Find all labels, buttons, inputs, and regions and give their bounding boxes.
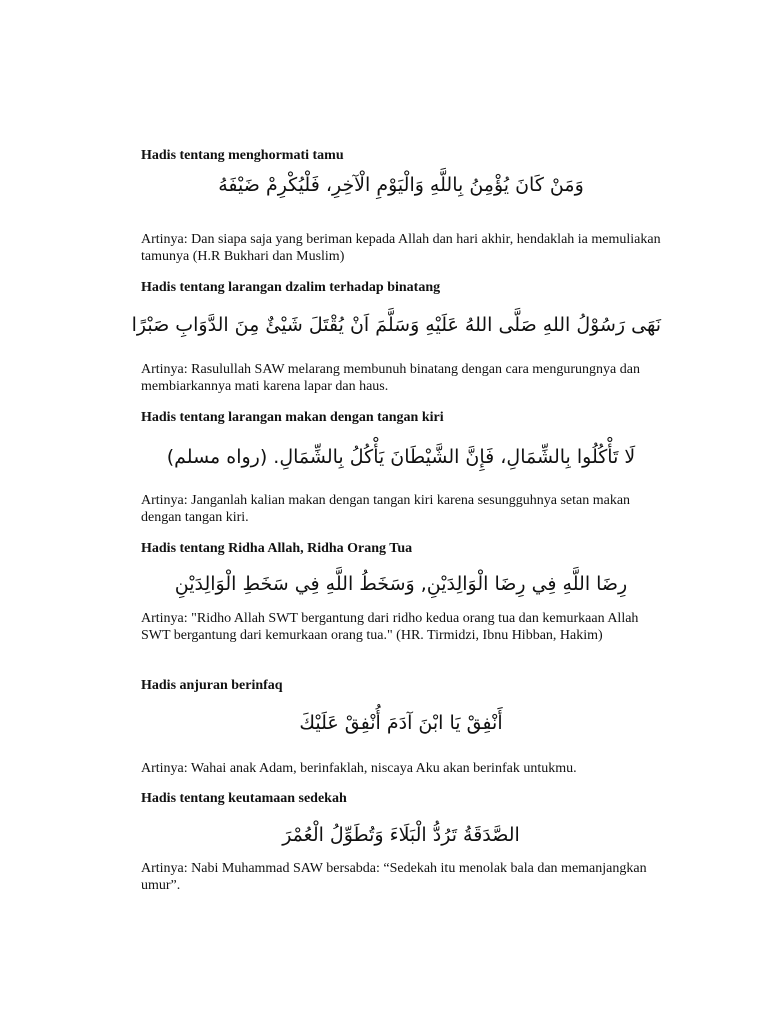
meaning-text-charity: Artinya: Nabi Muhammad SAW bersabda: “Sedekah itu menolak bala dan memanjangkan umur”. <box>141 861 647 893</box>
arabic-text-parents: رِضَا اللَّهِ فِي رِضَا الْوَالِدَيْنِ, وَسَخَطُ اللَّهِ فِي سَخَطِ الْوَالِدَيْنِ <box>174 573 628 595</box>
arabic-text-animals: نَهَى رَسُوْلُ اللهِ صَلَّى اللهُ عَلَيْهِ وَسَلَّمَ اَنْ يُقْتَلَ شَيْئٌ مِنَ الدَّوَابِ صَبْرًا <box>131 314 661 336</box>
section-title-left-hand: Hadis tentang larangan makan dengan tangan kiri <box>141 410 444 425</box>
meaning-text-animals: Artinya: Rasulullah SAW melarang membunuh binatang dengan cara mengurungnya dan membiarkannya mati karena lapar dan haus. <box>141 362 640 394</box>
meaning-text-parents: Artinya: "Ridho Allah SWT bergantung dari ridho kedua orang tua dan kemurkaan Allah SWT bergantung dari kemurkaan orang tua." (HR. Tirmidzi, Ibnu Hibban, Hakim) <box>141 611 639 643</box>
section-title-hospitality: Hadis tentang menghormati tamu <box>141 148 344 163</box>
arabic-text-charity: الصَّدَقَةُ تَرُدُّ الْبَلَاءَ وَتُطَوِّلُ الْعُمْرَ <box>282 824 520 846</box>
section-title-animals: Hadis tentang larangan dzalim terhadap binatang <box>141 280 441 295</box>
meaning-text-hospitality: Artinya: Dan siapa saja yang beriman kepada Allah dan hari akhir, hendaklah ia memuliakan tamunya (H.R Bukhari dan Muslim) <box>141 232 661 264</box>
section-title-infaq: Hadis anjuran berinfaq <box>141 678 283 693</box>
meaning-text-left-hand: Artinya: Janganlah kalian makan dengan tangan kiri karena sesungguhnya setan makan dengan tangan kiri. <box>141 493 631 525</box>
section-title-charity: Hadis tentang keutamaan sedekah <box>141 791 347 806</box>
arabic-text-hospitality: وَمَنْ كَانَ يُؤْمِنُ بِاللَّهِ وَالْيَوْمِ الْآخِرِ، فَلْيُكْرِمْ ضَيْفَهُ <box>218 174 584 196</box>
arabic-text-infaq: أَنْفِقْ يَا ابْنَ آدَمَ أُنْفِقْ عَلَيْكَ <box>299 712 503 734</box>
meaning-text-infaq: Artinya: Wahai anak Adam, berinfaklah, niscaya Aku akan berinfak untukmu. <box>141 761 577 776</box>
arabic-text-left-hand: لَا تَأْكُلُوا بِالشِّمَالِ، فَإِنَّ الشَّيْطَانَ يَأْكُلُ بِالشِّمَالِ. (رواه مسلم) <box>166 446 636 468</box>
section-title-parents: Hadis tentang Ridha Allah, Ridha Orang Tua <box>141 541 413 556</box>
